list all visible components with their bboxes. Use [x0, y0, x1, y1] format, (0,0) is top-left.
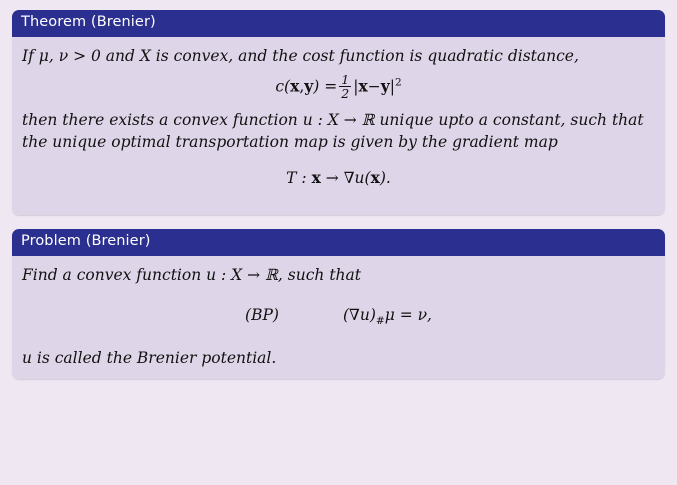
problem-equation-label: (BP) [245, 305, 279, 324]
cost-y2: y [380, 76, 390, 96]
theorem-block-title: Theorem (Brenier) [12, 10, 665, 37]
cost-bar-open: | [353, 77, 359, 96]
map-prefix: T : [286, 169, 307, 188]
cost-lhs: c( [275, 77, 291, 96]
problem-block-title: Problem (Brenier) [12, 229, 665, 256]
problem-paragraph-1: Find a convex function u : X → ℝ, such that [22, 265, 361, 284]
map-gradient: ∇u( [343, 169, 371, 188]
cost-fraction-denominator: 2 [341, 85, 350, 101]
cost-exponent: 2 [394, 76, 402, 89]
map-arrow: → [325, 169, 339, 188]
cost-x1: x [290, 76, 300, 96]
cost-bar-close: | [389, 77, 395, 96]
theorem-block [12, 10, 665, 215]
map-x1: x [311, 168, 321, 188]
theorem-paragraph-1: If μ, ν > 0 and X is convex, and the cost function is quadratic distance, [22, 46, 579, 65]
cost-comma: , [299, 77, 305, 96]
map-close: ). [379, 169, 391, 188]
bp-mu-nu: μ = ν, [384, 305, 432, 324]
cost-fraction-numerator: 1 [341, 71, 350, 87]
bp-subscript: # [375, 314, 385, 327]
problem-equation-body [343, 304, 432, 329]
problem-block-body [12, 256, 665, 379]
theorem-equation-cost [22, 73, 655, 102]
cost-eq: ) = [313, 77, 338, 96]
theorem-block-body [12, 37, 665, 216]
theorem-paragraph-2: then there exists a convex function u : X → ℝ unique upto a constant, such that the unique optimal transportation map is given by the gradient map [22, 111, 644, 152]
cost-minus: − [367, 77, 381, 96]
problem-equation-row [22, 304, 655, 329]
bp-open: (∇u) [342, 305, 376, 324]
problem-block [12, 229, 665, 379]
problem-paragraph-2: u is called the Brenier potential. [22, 348, 277, 367]
cost-x2: x [358, 76, 368, 96]
theorem-equation-map [22, 167, 655, 189]
map-x2: x [370, 168, 380, 188]
cost-y1: y [304, 76, 314, 96]
cost-fraction [339, 73, 351, 102]
